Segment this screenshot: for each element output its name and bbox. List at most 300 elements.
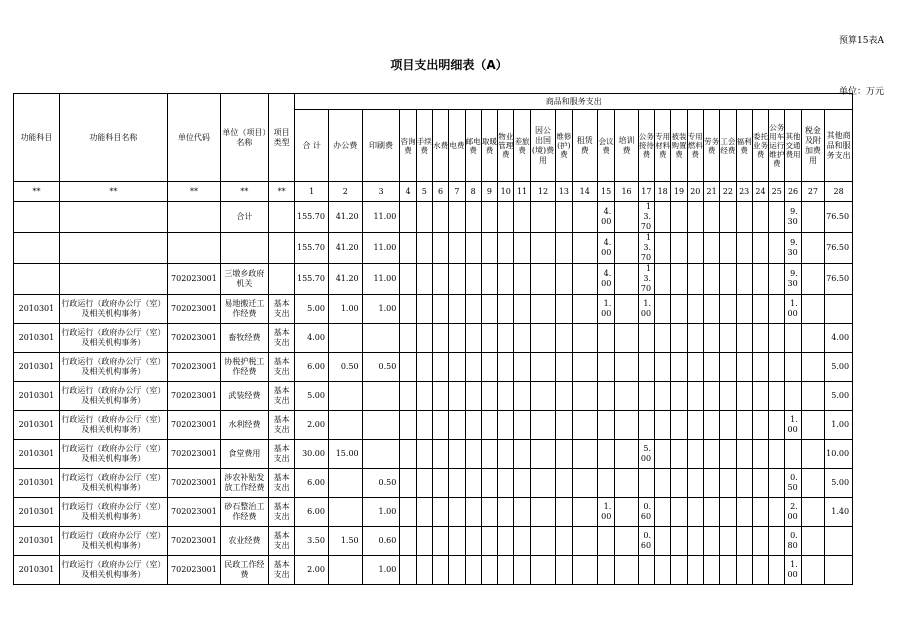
cell-unit-name: 易地搬迁工作经费 <box>220 295 268 324</box>
cell-empty <box>655 527 671 556</box>
cell-empty <box>481 264 497 295</box>
cell-value: 11.00 <box>362 233 400 264</box>
cell-empty <box>416 527 432 556</box>
cell-empty <box>752 498 768 527</box>
cell-value: 9.30 <box>785 233 801 264</box>
cell-empty <box>481 440 497 469</box>
header-col-1: 合 计 <box>295 110 329 182</box>
cell-empty <box>572 411 597 440</box>
cell-empty <box>514 440 530 469</box>
table-row <box>14 498 885 527</box>
cell-empty <box>530 264 555 295</box>
cell-empty <box>687 295 703 324</box>
cell-value: 5.00 <box>638 440 654 469</box>
cell-empty <box>736 353 752 382</box>
table-row <box>14 556 885 585</box>
cell-empty <box>514 411 530 440</box>
cell-empty <box>825 556 853 585</box>
cell-func-name: 行政运行（政府办公厅（室）及相关机构事务） <box>59 498 167 527</box>
cell-empty <box>362 440 400 469</box>
cell-empty <box>556 498 572 527</box>
cell-value: 1.00 <box>597 498 614 527</box>
table-row <box>14 382 885 411</box>
cell-func-name: 行政运行（政府办公厅（室）及相关机构事务） <box>59 527 167 556</box>
header-col-number: 28 <box>825 182 853 202</box>
cell-empty <box>465 527 481 556</box>
cell-empty <box>416 382 432 411</box>
header-col-number: 25 <box>769 182 785 202</box>
cell-empty <box>752 324 768 353</box>
table-row <box>14 233 885 264</box>
cell-empty <box>449 382 465 411</box>
cell-func-name: 行政运行（政府办公厅（室）及相关机构事务） <box>59 411 167 440</box>
cell-value: 1.00 <box>785 411 801 440</box>
cell-empty <box>597 556 614 585</box>
cell-empty <box>615 233 638 264</box>
cell-empty <box>687 527 703 556</box>
cell-empty <box>514 382 530 411</box>
cell-empty <box>556 382 572 411</box>
cell-empty <box>400 469 416 498</box>
header-col-21: 劳务费 <box>703 110 719 182</box>
cell-func-name: 行政运行（政府办公厅（室）及相关机构事务） <box>59 469 167 498</box>
cell-value: 2.00 <box>785 498 801 527</box>
cell-unit-name: 涉农补贴发放工作经费 <box>220 469 268 498</box>
cell-empty <box>736 498 752 527</box>
cell-empty <box>655 324 671 353</box>
cell-empty <box>449 469 465 498</box>
cell-empty <box>597 440 614 469</box>
cell-unit-code: 702023001 <box>167 264 220 295</box>
header-col-14: 租赁费 <box>572 110 597 182</box>
cell-func-code: 2010301 <box>14 295 60 324</box>
cell-empty <box>530 233 555 264</box>
cell-empty <box>769 295 785 324</box>
cell-empty <box>498 202 514 233</box>
cell-empty <box>615 440 638 469</box>
cell-value: 5.00 <box>295 382 329 411</box>
header-col-2: 办公费 <box>328 110 362 182</box>
cell-empty <box>432 233 448 264</box>
cell-empty <box>615 469 638 498</box>
cell-empty <box>638 556 654 585</box>
cell-empty <box>400 324 416 353</box>
cell-empty <box>328 498 362 527</box>
header-col-number: 11 <box>514 182 530 202</box>
cell-empty <box>432 498 448 527</box>
cell-empty <box>655 440 671 469</box>
cell-value: 4.00 <box>295 324 329 353</box>
cell-empty <box>687 233 703 264</box>
cell-empty <box>752 440 768 469</box>
header-func-code: 功能科目 <box>14 94 60 182</box>
cell-empty <box>416 498 432 527</box>
cell-empty <box>514 295 530 324</box>
cell-empty <box>671 498 687 527</box>
cell-empty <box>530 382 555 411</box>
cell-func-code: 2010301 <box>14 527 60 556</box>
cell-empty <box>736 411 752 440</box>
cell-empty <box>362 411 400 440</box>
cell-empty <box>432 353 448 382</box>
cell-value: 4.00 <box>825 324 853 353</box>
cell-value: 1.00 <box>362 556 400 585</box>
cell-empty <box>432 527 448 556</box>
cell-empty <box>671 440 687 469</box>
header-marker: ** <box>167 182 220 202</box>
header-col-number: 20 <box>687 182 703 202</box>
cell-empty <box>785 324 801 353</box>
cell-empty <box>465 295 481 324</box>
cell-func-code <box>14 264 60 295</box>
cell-unit-code: 702023001 <box>167 411 220 440</box>
cell-empty <box>556 295 572 324</box>
cell-empty <box>687 264 703 295</box>
header-marker: ** <box>14 182 60 202</box>
cell-empty <box>785 382 801 411</box>
cell-empty <box>498 556 514 585</box>
cell-empty <box>615 202 638 233</box>
cell-empty <box>432 469 448 498</box>
cell-value: 76.50 <box>825 202 853 233</box>
header-col-number: 14 <box>572 182 597 202</box>
cell-value: 41.20 <box>328 233 362 264</box>
cell-unit-code <box>167 202 220 233</box>
cell-value: 0.50 <box>362 469 400 498</box>
cell-value: 1.50 <box>328 527 362 556</box>
cell-project-type: 基本支出 <box>268 498 295 527</box>
cell-unit-code: 702023001 <box>167 295 220 324</box>
cell-empty <box>825 527 853 556</box>
cell-unit-name <box>220 233 268 264</box>
cell-empty <box>720 440 736 469</box>
cell-empty <box>556 233 572 264</box>
cell-empty <box>498 498 514 527</box>
cell-value: 5.00 <box>825 469 853 498</box>
cell-value: 1.00 <box>638 295 654 324</box>
cell-empty <box>465 556 481 585</box>
cell-empty <box>615 527 638 556</box>
cell-project-type: 基本支出 <box>268 382 295 411</box>
cell-unit-name: 协税护税工作经费 <box>220 353 268 382</box>
cell-project-type: 基本支出 <box>268 527 295 556</box>
cell-empty <box>769 556 785 585</box>
cell-func-code: 2010301 <box>14 498 60 527</box>
header-col-number: 19 <box>671 182 687 202</box>
cell-empty <box>703 382 719 411</box>
cell-unit-code: 702023001 <box>167 382 220 411</box>
cell-value: 5.00 <box>825 353 853 382</box>
header-col-9: 取暖费 <box>481 110 497 182</box>
cell-value: 3.50 <box>295 527 329 556</box>
header-col-number: 1 <box>295 182 329 202</box>
cell-empty <box>615 295 638 324</box>
cell-empty <box>465 411 481 440</box>
cell-unit-name: 砂石整治工作经费 <box>220 498 268 527</box>
header-col-27: 税金及附加费用 <box>801 110 824 182</box>
header-col-28: 其他商品和服务支出 <box>825 110 853 182</box>
cell-func-name: 行政运行（政府办公厅（室）及相关机构事务） <box>59 324 167 353</box>
cell-empty <box>514 498 530 527</box>
cell-empty <box>736 264 752 295</box>
cell-func-code: 2010301 <box>14 382 60 411</box>
cell-empty <box>801 202 824 233</box>
cell-value: 41.20 <box>328 202 362 233</box>
cell-empty <box>514 324 530 353</box>
header-func-name: 功能科目名称 <box>59 94 167 182</box>
cell-empty <box>481 202 497 233</box>
cell-empty <box>736 469 752 498</box>
header-marker: ** <box>220 182 268 202</box>
cell-empty <box>801 440 824 469</box>
cell-empty <box>400 498 416 527</box>
cell-empty <box>655 202 671 233</box>
cell-empty <box>572 469 597 498</box>
cell-empty <box>801 498 824 527</box>
cell-value: 6.00 <box>295 353 329 382</box>
header-col-number: 12 <box>530 182 555 202</box>
cell-empty <box>655 556 671 585</box>
cell-empty <box>720 382 736 411</box>
cell-empty <box>465 264 481 295</box>
header-col-number: 16 <box>615 182 638 202</box>
cell-empty <box>481 527 497 556</box>
cell-empty <box>785 440 801 469</box>
cell-value: 30.00 <box>295 440 329 469</box>
cell-empty <box>416 469 432 498</box>
cell-empty <box>328 324 362 353</box>
cell-empty <box>736 233 752 264</box>
cell-empty <box>432 264 448 295</box>
cell-value: 1.00 <box>328 295 362 324</box>
header-col-22: 工会经费 <box>720 110 736 182</box>
cell-empty <box>752 233 768 264</box>
cell-empty <box>615 353 638 382</box>
cell-empty <box>801 324 824 353</box>
cell-value: 6.00 <box>295 498 329 527</box>
cell-empty <box>769 353 785 382</box>
cell-unit-name: 三墩乡政府机关 <box>220 264 268 295</box>
cell-func-name <box>59 264 167 295</box>
cell-empty <box>416 202 432 233</box>
cell-empty <box>687 382 703 411</box>
cell-value: 9.30 <box>785 202 801 233</box>
cell-empty <box>400 233 416 264</box>
cell-empty <box>530 498 555 527</box>
cell-empty <box>514 264 530 295</box>
header-col-6: 水费 <box>432 110 448 182</box>
cell-value: 13.70 <box>638 264 654 295</box>
cell-empty <box>720 353 736 382</box>
cell-empty <box>572 233 597 264</box>
cell-empty <box>752 469 768 498</box>
cell-empty <box>481 382 497 411</box>
cell-empty <box>597 353 614 382</box>
cell-empty <box>769 498 785 527</box>
cell-empty <box>736 202 752 233</box>
cell-unit-name: 畜牧经费 <box>220 324 268 353</box>
cell-empty <box>449 324 465 353</box>
cell-empty <box>465 324 481 353</box>
cell-empty <box>328 469 362 498</box>
header-col-18: 专用材料费 <box>655 110 671 182</box>
cell-empty <box>720 498 736 527</box>
cell-value: 0.60 <box>638 498 654 527</box>
cell-empty <box>769 440 785 469</box>
cell-empty <box>671 295 687 324</box>
cell-value: 155.70 <box>295 202 329 233</box>
cell-empty <box>638 324 654 353</box>
cell-empty <box>514 469 530 498</box>
cell-empty <box>400 382 416 411</box>
cell-empty <box>703 440 719 469</box>
cell-empty <box>752 556 768 585</box>
cell-empty <box>400 295 416 324</box>
cell-empty <box>671 469 687 498</box>
cell-value: 76.50 <box>825 233 853 264</box>
cell-empty <box>514 233 530 264</box>
cell-empty <box>638 469 654 498</box>
cell-empty <box>481 498 497 527</box>
cell-empty <box>720 527 736 556</box>
header-col-16: 培训费 <box>615 110 638 182</box>
cell-func-code: 2010301 <box>14 324 60 353</box>
cell-unit-name: 合计 <box>220 202 268 233</box>
cell-func-name: 行政运行（政府办公厅（室）及相关机构事务） <box>59 295 167 324</box>
cell-empty <box>597 382 614 411</box>
cell-empty <box>400 527 416 556</box>
cell-empty <box>752 264 768 295</box>
cell-empty <box>432 202 448 233</box>
cell-empty <box>769 411 785 440</box>
cell-empty <box>638 411 654 440</box>
header-col-number: 26 <box>785 182 801 202</box>
cell-empty <box>655 469 671 498</box>
cell-func-code <box>14 233 60 264</box>
cell-empty <box>703 233 719 264</box>
cell-empty <box>481 295 497 324</box>
cell-value: 0.60 <box>362 527 400 556</box>
header-col-10: 物业管理费 <box>498 110 514 182</box>
header-col-17: 公务接待费 <box>638 110 654 182</box>
cell-func-code <box>14 202 60 233</box>
cell-empty <box>449 233 465 264</box>
cell-empty <box>572 353 597 382</box>
cell-value: 155.70 <box>295 264 329 295</box>
cell-unit-code: 702023001 <box>167 469 220 498</box>
cell-empty <box>432 382 448 411</box>
cell-empty <box>671 264 687 295</box>
cell-value: 15.00 <box>328 440 362 469</box>
page-title: 项目支出明细表（A） <box>390 58 508 72</box>
cell-empty <box>720 469 736 498</box>
cell-empty <box>703 527 719 556</box>
header-col-number: 10 <box>498 182 514 202</box>
cell-empty <box>769 202 785 233</box>
cell-value: 0.60 <box>638 527 654 556</box>
header-col-20: 专用燃料费 <box>687 110 703 182</box>
cell-empty <box>556 202 572 233</box>
cell-empty <box>498 264 514 295</box>
cell-value: 5.00 <box>825 382 853 411</box>
cell-empty <box>449 556 465 585</box>
header-col-3: 印刷费 <box>362 110 400 182</box>
table-row <box>14 353 885 382</box>
cell-empty <box>530 295 555 324</box>
cell-project-type <box>268 233 295 264</box>
cell-empty <box>801 469 824 498</box>
cell-value: 1.00 <box>362 498 400 527</box>
cell-project-type: 基本支出 <box>268 440 295 469</box>
header-col-number: 6 <box>432 182 448 202</box>
header-col-8: 邮电费 <box>465 110 481 182</box>
header-col-25: 公务用车运行维护费 <box>769 110 785 182</box>
cell-empty <box>638 382 654 411</box>
cell-empty <box>655 264 671 295</box>
cell-empty <box>432 295 448 324</box>
cell-empty <box>465 440 481 469</box>
cell-empty <box>655 382 671 411</box>
cell-empty <box>801 527 824 556</box>
cell-empty <box>671 527 687 556</box>
cell-empty <box>530 202 555 233</box>
cell-value: 76.50 <box>825 264 853 295</box>
form-number: 预算15表A <box>839 36 884 46</box>
cell-empty <box>416 556 432 585</box>
cell-value: 1.00 <box>362 295 400 324</box>
cell-empty <box>498 324 514 353</box>
cell-func-code: 2010301 <box>14 556 60 585</box>
cell-empty <box>362 382 400 411</box>
cell-empty <box>432 440 448 469</box>
header-col-19: 被装购置费 <box>671 110 687 182</box>
cell-empty <box>655 233 671 264</box>
table-row <box>14 469 885 498</box>
cell-empty <box>687 324 703 353</box>
cell-empty <box>572 324 597 353</box>
cell-empty <box>801 295 824 324</box>
cell-func-name: 行政运行（政府办公厅（室）及相关机构事务） <box>59 556 167 585</box>
cell-empty <box>530 411 555 440</box>
cell-unit-name: 水利经费 <box>220 411 268 440</box>
cell-empty <box>769 233 785 264</box>
cell-empty <box>400 202 416 233</box>
cell-empty <box>801 382 824 411</box>
cell-value: 1.00 <box>785 556 801 585</box>
table-row <box>14 324 885 353</box>
header-unit-code: 单位代码 <box>167 94 220 182</box>
cell-empty <box>530 324 555 353</box>
cell-func-code: 2010301 <box>14 353 60 382</box>
header-col-number: 3 <box>362 182 400 202</box>
cell-empty <box>498 469 514 498</box>
cell-empty <box>736 382 752 411</box>
cell-empty <box>752 527 768 556</box>
cell-empty <box>655 353 671 382</box>
cell-project-type: 基本支出 <box>268 324 295 353</box>
cell-value: 0.50 <box>328 353 362 382</box>
header-col-number: 2 <box>328 182 362 202</box>
cell-empty <box>655 295 671 324</box>
header-col-11: 差旅费 <box>514 110 530 182</box>
header-col-23: 福利费 <box>736 110 752 182</box>
cell-empty <box>671 556 687 585</box>
cell-empty <box>703 324 719 353</box>
cell-empty <box>572 264 597 295</box>
cell-value: 1.40 <box>825 498 853 527</box>
cell-project-type: 基本支出 <box>268 295 295 324</box>
table-row <box>14 202 885 233</box>
